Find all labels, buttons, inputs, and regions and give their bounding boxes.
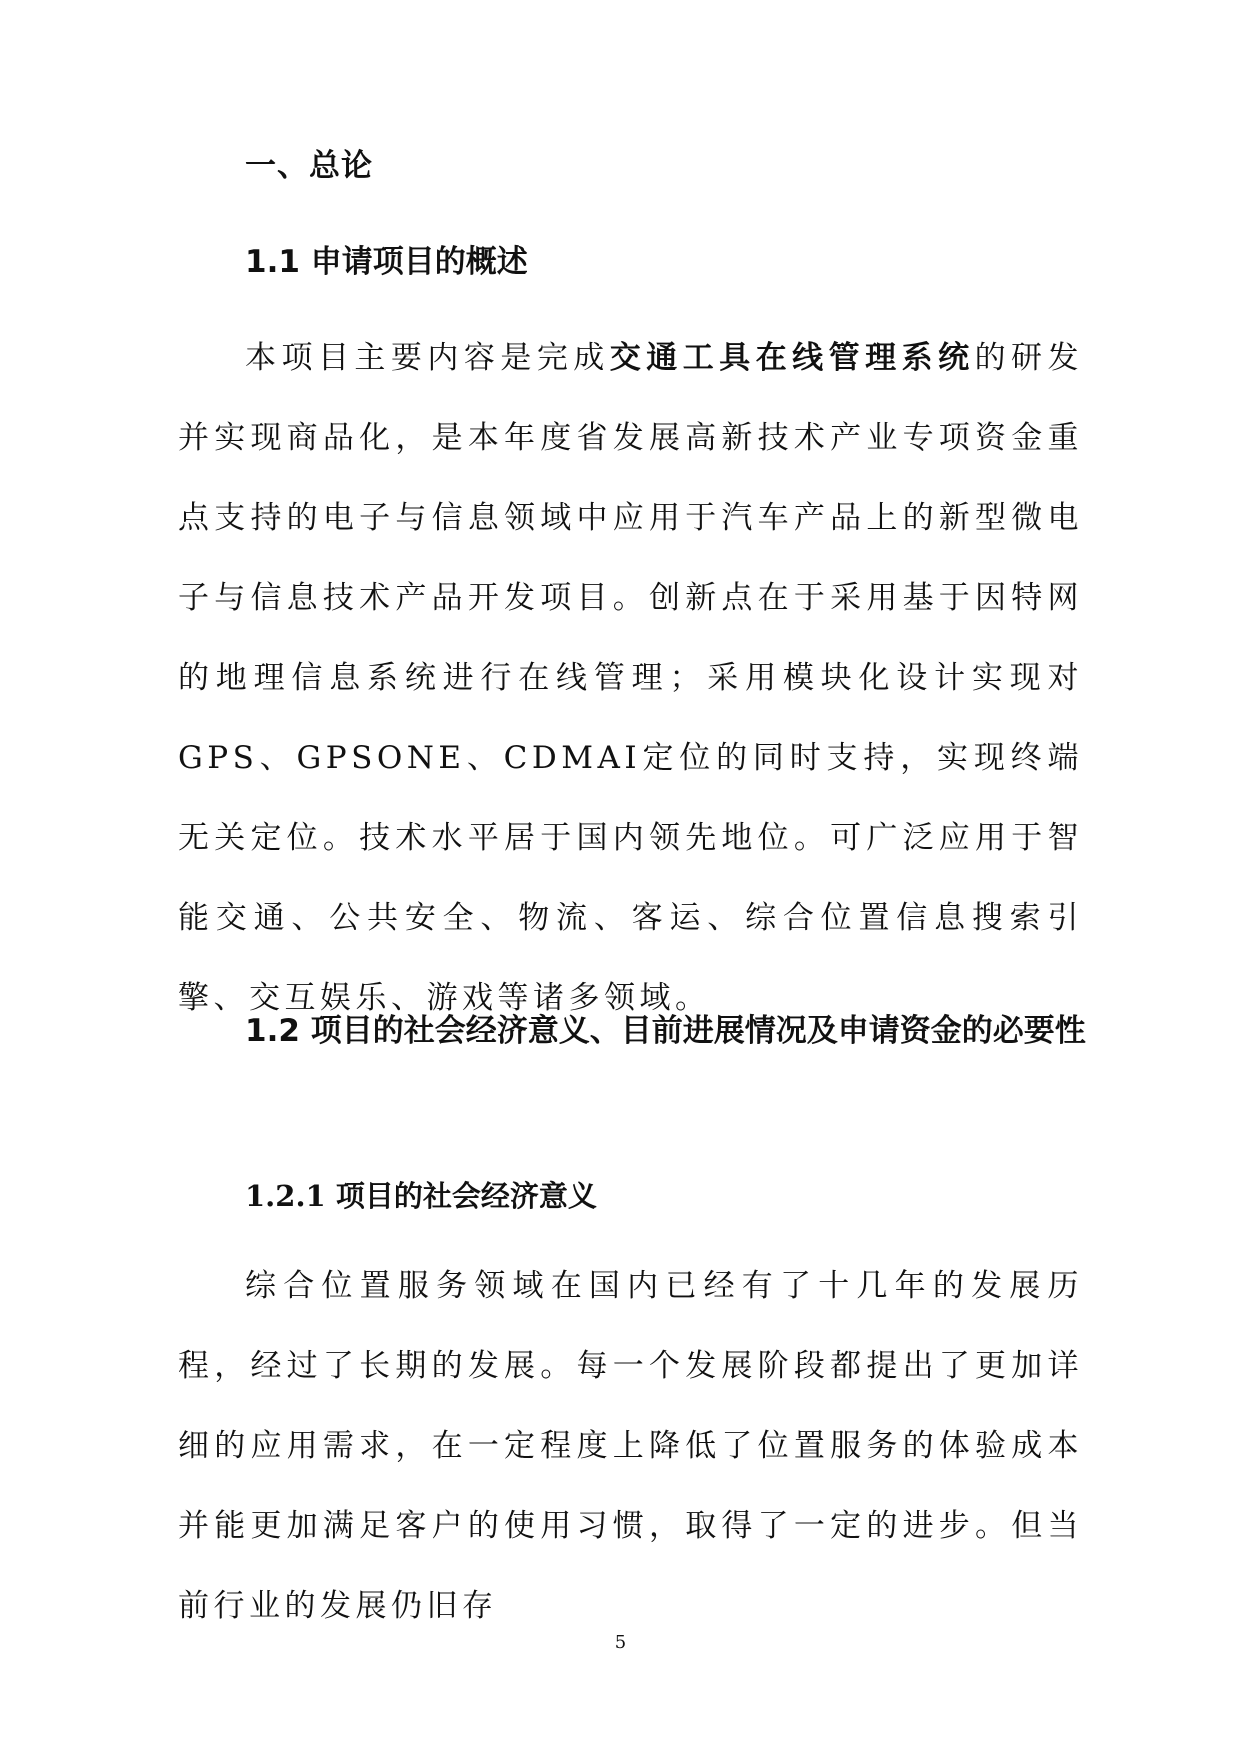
section-1-1-paragraph: [178, 318, 1083, 1038]
section-heading-1-2: 1.2 项目的社会经济意义、目前进展情况及申请资金的必要性: [245, 1013, 1086, 1049]
section-heading-1-1: 1.1 申请项目的概述: [245, 244, 528, 280]
subsection-heading-1-2-1: 1.2.1 项目的社会经济意义: [245, 1179, 597, 1213]
paragraph-text: 本项目主要内容是完成: [245, 340, 610, 376]
chapter-heading: 一、总论: [245, 148, 373, 184]
system-name-emphasis: 交通工具在线管理系统: [609, 340, 975, 376]
section-1-2-1-paragraph: 综合位置服务领域在国内已经有了十几年的发展历程，经过了长期的发展。每一个发展阶段都提出了更加详细的应用需求，在一定程度上降低了位置服务的体验成本并能更加满足客户的使用习惯，取得了一定的进步。但当前行业的发展仍旧存: [178, 1268, 1083, 1624]
paragraph-text: 的研发并实现商品化，是本年度省发展高新技术产业专项资金重点支持的电子与信息领域中应用于汽车产品上的新型微电子与信息技术产品开发项目。创新点在于采用基于因特网的地理信息系统进行在线管理；采用模块化设计实现对GPS、GPSONE、CDMAI定位的同时支持，实现终端无关定位。技术水平居于国内领先地位。可广泛应用于智能交通、公共安全、物流、客运、综合位置信息搜索引擎、交互娱乐、游戏等诸多领域。: [178, 340, 1084, 1016]
page-number: 5: [614, 1632, 627, 1653]
